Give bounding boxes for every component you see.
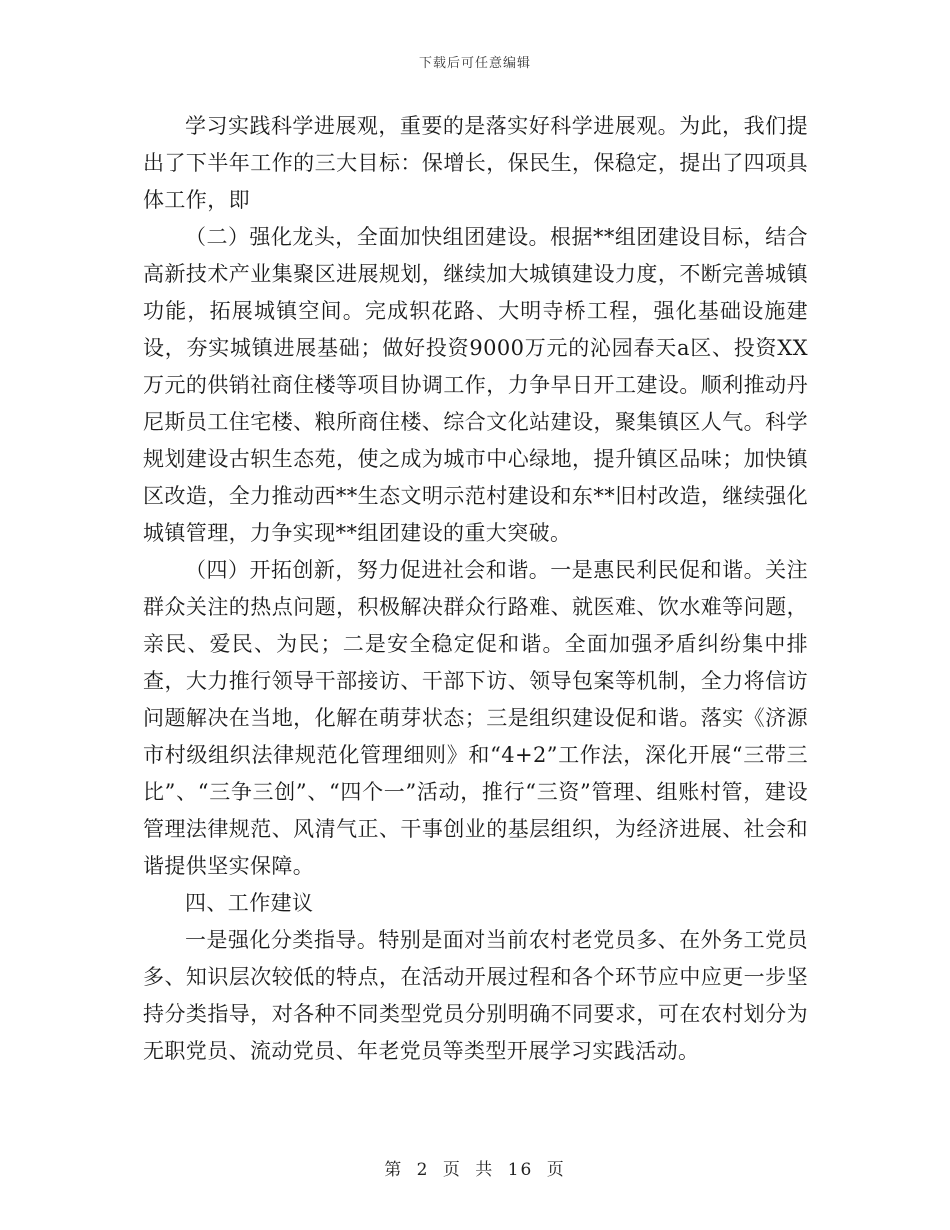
footer-label-di: 第 bbox=[384, 1160, 404, 1180]
footer-page-number: 2 bbox=[416, 1160, 430, 1180]
document-body bbox=[143, 108, 808, 1070]
footer-label-ye: 页 bbox=[442, 1160, 462, 1180]
footer-label-ye-end: 页 bbox=[546, 1160, 566, 1180]
paragraph-section-four: （四）开拓创新，努力促进社会和谐。一是惠民利民促和谐。关注群众关注的热点问题，积极解决群众行路难、就医难、饮水难等问题，亲民、爱民、为民；二是安全稳定促和谐。全面加强矛盾纠纷集中排查，大力推行领导干部接访、干部下访、领导包案等机制，全力将信访问题解决在当地，化解在萌芽状态；三是组织建设促和谐。落实《济源市村级组织法律规范化管理细则》和“4+2”工作法，深化开展“三带三比”、“三争三创”、“四个一”活动，推行“三资”管理、组账村管，建设管理法律规范、风清气正、干事创业的基层组织，为经济进展、社会和谐提供坚实保障。 bbox=[143, 558, 808, 878]
footer-total-pages: 16 bbox=[507, 1160, 534, 1180]
page-header: 下载后可任意编辑 bbox=[418, 56, 531, 71]
paragraph-suggestion-one: 一是强化分类指导。特别是面对当前农村老党员多、在外务工党员多、知识层次较低的特点，在活动开展过程和各个环节应中应更一步坚持分类指导，对各种不同类型党员分别明确不同要求，可在农村划分为无职党员、流动党员、年老党员等类型开展学习实践活动。 bbox=[143, 928, 808, 1063]
page-footer bbox=[0, 1155, 950, 1180]
paragraph-section-two: （二）强化龙头，全面加快组团建设。根据**组团建设目标，结合高新技术产业集聚区进展规划，继续加大城镇建设力度，不断完善城镇功能，拓展城镇空间。完成轵花路、大明寺桥工程，强化基础设施建设，夯实城镇进展基础；做好投资9000万元的沁园春天a区、投资XX万元的供销社商住楼等项目协调工作，力争早日开工建设。顺利推动丹尼斯员工住宅楼、粮所商住楼、综合文化站建设，聚集镇区人气。科学规划建设古轵生态苑，使之成为城市中心绿地，提升镇区品味；加快镇区改造，全力推动西**生态文明示范村建设和东**旧村改造，继续强化城镇管理，力争实现**组团建设的重大突破。 bbox=[143, 225, 808, 545]
footer-label-gong: 共 bbox=[475, 1160, 495, 1180]
section-heading-work-suggestions: 四、工作建议 bbox=[185, 891, 314, 915]
paragraph-intro: 学习实践科学进展观，重要的是落实好科学进展观。为此，我们提出了下半年工作的三大目标：保增长，保民生，保稳定，提出了四项具体工作，即 bbox=[143, 114, 808, 212]
